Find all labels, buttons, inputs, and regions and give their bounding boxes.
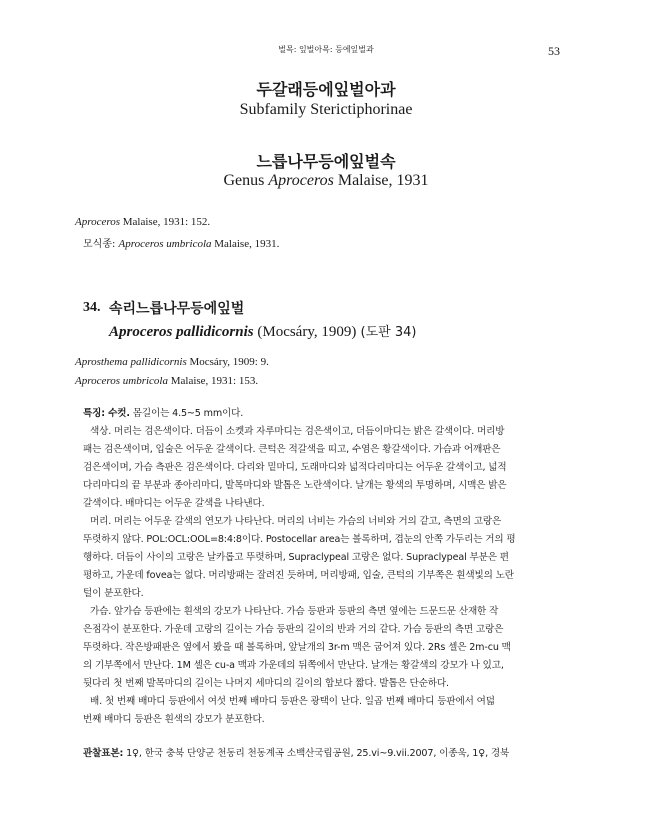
description-line: 의 기부쪽에서 만난다. 1M 셀은 cu-a 맥과 가운데의 뒤쪽에서 만난다. 날개는 황갈색의 강모가 나 있고, [83, 660, 504, 671]
species-scientific-name [109, 321, 416, 341]
description-line: 털이 분포한다. [83, 588, 144, 599]
genus-latin-title [0, 172, 652, 190]
description-line: 뚜렷하지 않다. POL:OCL:OOL=8:4:8이다. Postocellar area는 볼록하며, 겹눈의 안쪽 가두리는 거의 평 [83, 534, 516, 545]
description-line: 배. 첫 번째 배마디 등판에서 여섯 번째 배마디 등판은 광택이 난다. 일곱 번째 배마디 등판에서 여덟 [90, 696, 495, 707]
description-line: 평하고, 가운데 fovea는 없다. 머리방패는 잘려진 듯하며, 머리방패, 입술, 큰턱의 기부쪽은 흰색빛의 노란 [83, 570, 514, 581]
species-synonym-reference [75, 375, 258, 387]
ref-citation: Malaise, 1931: 153. [167, 375, 259, 387]
species-synonym-reference [75, 356, 269, 368]
running-header: 벌목: 잎벌아목: 등에잎벌과 [278, 45, 374, 54]
specimens-text: 1♀, 한국 충북 단양군 천동리 천동계곡 소백산국립공원, 25.vi~9.vii.2007, 이종욱, 1♀, 경북 [123, 748, 510, 759]
specimens-examined [83, 746, 575, 762]
description-line: 행하다. 더듬이 사이의 고랑은 날카롭고 뚜렷하며, Supraclypeal 고랑은 없다. Supraclypeal 부분은 편 [83, 552, 509, 563]
description-line: 뚜렷하다. 작은방패판은 옆에서 봤을 때 볼록하며, 앞날개의 3r-m 맥은 굽어져 있다. 2Rs 셀은 2m-cu 맥 [83, 642, 511, 653]
body-length-text: 몸길이는 4.5~5 mm이다. [129, 408, 244, 419]
species-korean-name: 속리느릅나무등에잎벌 [109, 301, 245, 317]
description-line: 검은색이며, 가슴 측판은 검은색이다. 다리와 밑마디, 도래마디와 넓적다리마디는 어두운 갈색이고, 넓적 [83, 462, 507, 473]
ref-taxon: Aprosthema pallidicornis [75, 356, 187, 368]
genus-korean-title: 느릅나무등에잎벌속 [256, 152, 396, 171]
description-line: 은점각이 분포한다. 가운데 고랑의 길이는 가슴 등판의 길이의 반과 거의 같다. 가슴 등판의 측면 고랑은 [83, 624, 504, 635]
type-species-label: 모식종: [83, 239, 119, 250]
diagnosis-label: 특징: 수컷. [83, 408, 130, 419]
ref-citation: Malaise, 1931: 152. [120, 216, 211, 228]
species-author: (Mocsáry, 1909) [253, 324, 357, 340]
ref-taxon: Aproceros [75, 216, 121, 228]
page-number: 53 [548, 44, 560, 58]
ref-taxon: Aproceros umbricola [118, 238, 212, 250]
genus-prefix: Genus [223, 172, 269, 189]
ref-taxon: Aproceros umbricola [75, 375, 168, 387]
plate-reference: (도판 34) [356, 325, 417, 340]
ref-citation: Malaise, 1931. [211, 238, 280, 250]
subfamily-latin-title: Subfamily Sterictiphorinae [239, 101, 413, 118]
type-species-reference [83, 235, 279, 250]
ref-citation: Mocsáry, 1909: 9. [186, 356, 269, 368]
description-line: 머리. 머리는 어두운 갈색의 연모가 나타난다. 머리의 너비는 가슴의 너비와 거의 같고, 측면의 고랑은 [90, 516, 502, 527]
description-line: 색상. 머리는 검은색이다. 더듬이 소켓과 자루마디는 검은색이고, 더듬이마디는 밝은 갈색이다. 머리방 [90, 426, 505, 437]
species-number: 34. [83, 300, 101, 315]
subfamily-korean-title: 두갈래등에잎벌아과 [256, 80, 396, 99]
genus-author: Malaise, 1931 [333, 172, 429, 189]
diagnosis-heading [83, 406, 575, 422]
genus-reference [75, 216, 210, 228]
description-line: 뒷다리 첫 번째 발목마디의 길이는 나머지 세마디의 길이의 합보다 짧다. 발톱은 단순하다. [83, 678, 449, 689]
description-line: 갈색이다. 배마디는 어두운 갈색을 나타낸다. [83, 498, 265, 509]
specimens-label: 관찰표본: [83, 748, 124, 759]
description-line: 패는 검은색이며, 입술은 어두운 갈색이다. 큰턱은 적갈색을 띠고, 수염은 황갈색이다. 가슴과 어깨판은 [83, 444, 501, 455]
description-line: 번째 배마디 등판은 흰색의 강모가 분포한다. [83, 714, 265, 725]
description-line: 가슴. 앞가슴 등판에는 흰색의 강모가 나타난다. 가슴 등판과 등판의 측면 옆에는 드문드문 산재한 작 [90, 606, 499, 617]
species-latin: Aproceros pallidicornis [109, 324, 254, 340]
description-line: 다리마디의 끝 부분과 종아리마디, 발목마디와 발톱은 노란색이다. 날개는 황색의 투명하며, 시맥은 밝은 [83, 480, 507, 491]
genus-name: Aproceros [268, 172, 334, 189]
